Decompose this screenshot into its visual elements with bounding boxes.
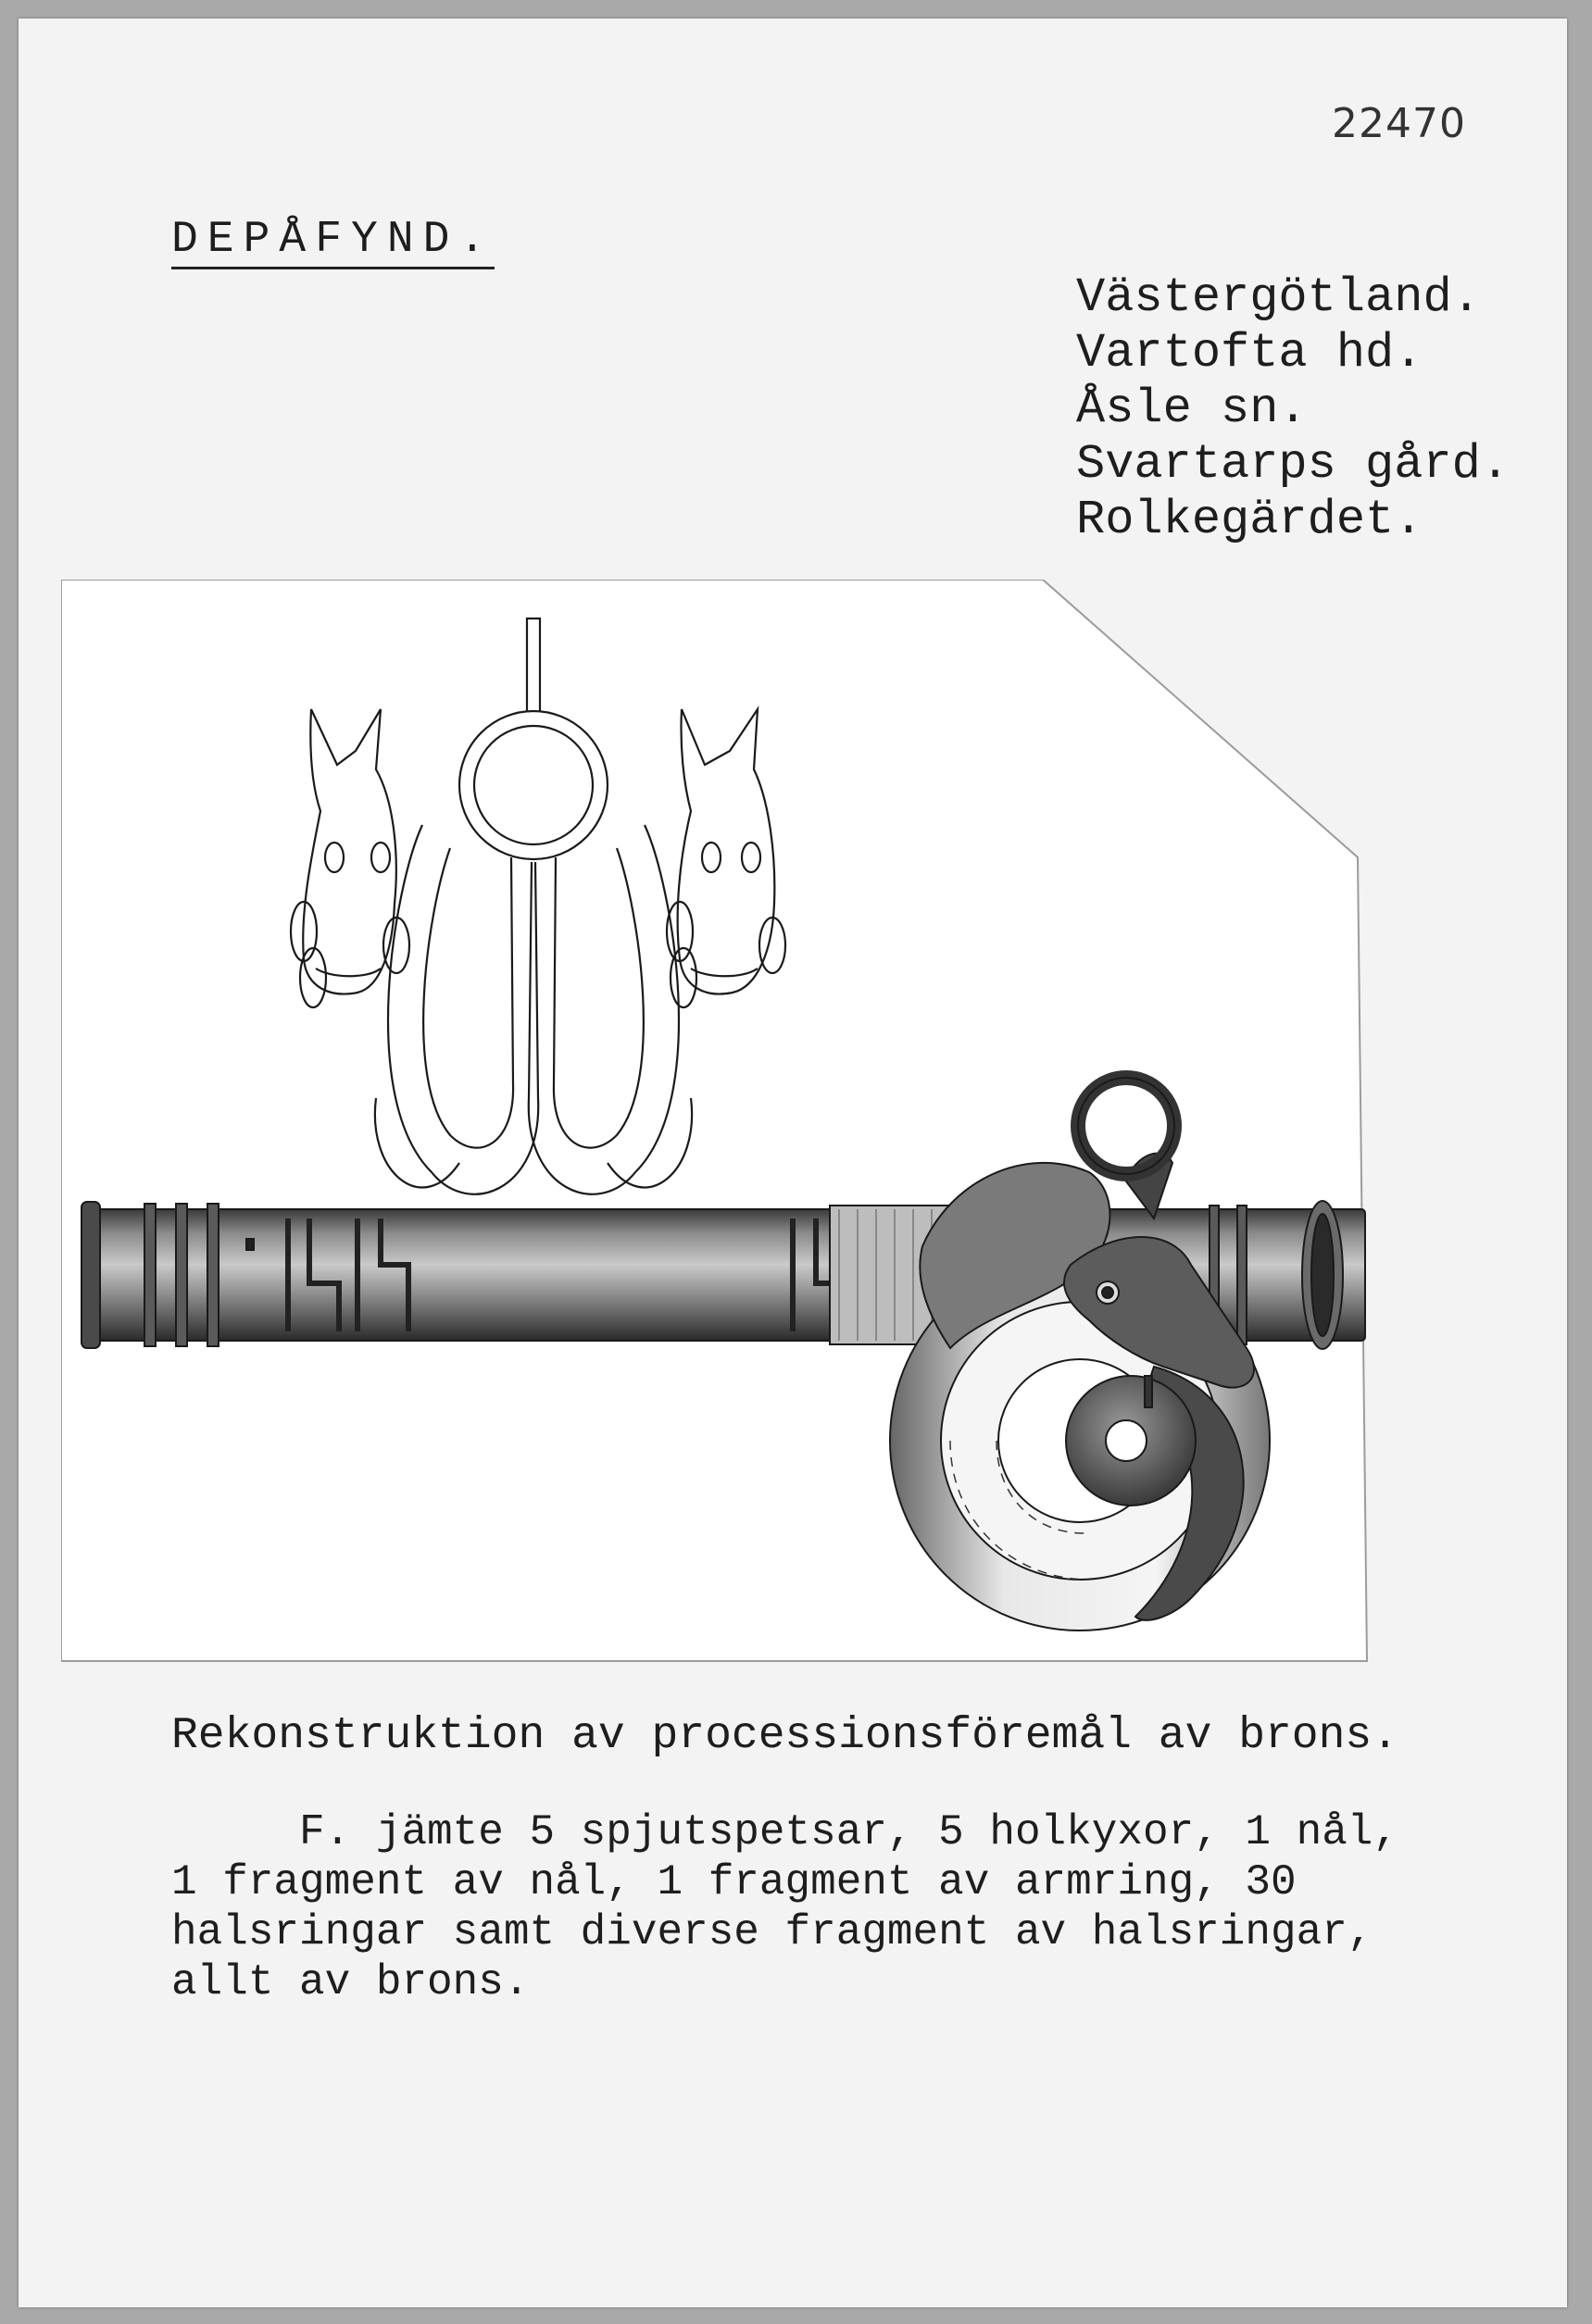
location-line-landscape: Västergötland. <box>1076 270 1481 325</box>
illustration-plate <box>61 580 1378 1663</box>
location-line-parish: Åsle sn. <box>1076 381 1308 436</box>
location-line-farm: Svartarps gård. <box>1076 437 1511 492</box>
location-block <box>1076 270 1510 548</box>
description-line: 1 fragment av nål, 1 fragment av armring, 30 <box>171 1858 1297 1906</box>
find-description <box>171 1807 1398 2007</box>
description-line: halsringar samt diverse fragment av halsringar, <box>171 1908 1373 1956</box>
caption: Rekonstruktion av processionsföremål av brons. <box>171 1711 1399 1761</box>
catalog-card <box>19 19 1567 2307</box>
catalog-number: 22470 <box>1332 100 1466 147</box>
description-line: F. jämte 5 spjutspetsar, 5 holkyxor, 1 nål, <box>171 1808 1399 1856</box>
heading: DEPÅFYND. <box>171 215 495 269</box>
description-line: allt av brons. <box>171 1958 530 2006</box>
location-line-site: Rolkegärdet. <box>1076 493 1423 547</box>
location-line-district: Vartofta hd. <box>1076 326 1423 381</box>
